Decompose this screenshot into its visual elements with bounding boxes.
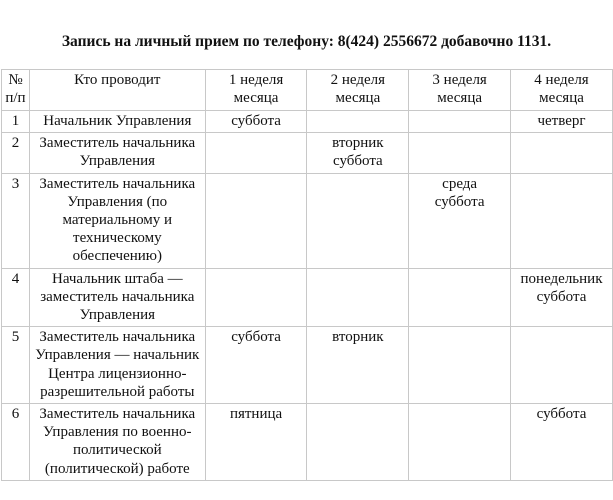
cell-week-1: суббота (205, 327, 307, 404)
cell-week-4: четверг (511, 111, 613, 133)
cell-who: Заместитель начальника Управления (29, 133, 205, 173)
cell-week-3 (409, 404, 511, 481)
cell-week-3 (409, 327, 511, 404)
cell-week-3 (409, 133, 511, 173)
cell-num: 3 (2, 173, 30, 268)
cell-week-2 (307, 111, 409, 133)
table-row (2, 173, 613, 268)
cell-week-4: суббота (511, 404, 613, 481)
cell-who: Заместитель начальника Управления — начальник Центра лицензионно- разрешительной работы (29, 327, 205, 404)
header-week-1: 1 неделя месяца (205, 70, 307, 111)
cell-week-2 (307, 173, 409, 268)
cell-week-2 (307, 268, 409, 327)
cell-week-1: пятница (205, 404, 307, 481)
cell-who: Заместитель начальника Управления по военно- политической (политической) работе (29, 404, 205, 481)
cell-week-4 (511, 133, 613, 173)
cell-week-4 (511, 327, 613, 404)
cell-week-1 (205, 268, 307, 327)
table-row (2, 133, 613, 173)
cell-week-2: вторник суббота (307, 133, 409, 173)
table-header-row (2, 70, 613, 111)
cell-week-3: среда суббота (409, 173, 511, 268)
cell-week-4: понедельник суббота (511, 268, 613, 327)
cell-week-2: вторник (307, 327, 409, 404)
header-who: Кто проводит (29, 70, 205, 111)
cell-who: Начальник штаба — заместитель начальника Управления (29, 268, 205, 327)
cell-num: 4 (2, 268, 30, 327)
table-row (2, 404, 613, 481)
document-heading: Запись на личный прием по телефону: 8(424) 2556672 добавочно 1131. (61, 33, 552, 50)
cell-num: 6 (2, 404, 30, 481)
cell-week-2 (307, 404, 409, 481)
header-week-3: 3 неделя месяца (409, 70, 511, 111)
table-row (2, 327, 613, 404)
cell-num: 1 (2, 111, 30, 133)
cell-who: Заместитель начальника Управления (по материальному и техническому обеспечению) (29, 173, 205, 268)
header-week-4: 4 неделя месяца (511, 70, 613, 111)
table-row (2, 268, 613, 327)
cell-week-3 (409, 111, 511, 133)
cell-num: 5 (2, 327, 30, 404)
cell-week-1: суббота (205, 111, 307, 133)
header-week-2: 2 неделя месяца (307, 70, 409, 111)
cell-num: 2 (2, 133, 30, 173)
cell-week-1 (205, 133, 307, 173)
header-num: № п/п (2, 70, 30, 111)
cell-week-1 (205, 173, 307, 268)
reception-schedule-table (1, 69, 613, 481)
cell-who: Начальник Управления (29, 111, 205, 133)
table-row (2, 111, 613, 133)
cell-week-4 (511, 173, 613, 268)
cell-week-3 (409, 268, 511, 327)
